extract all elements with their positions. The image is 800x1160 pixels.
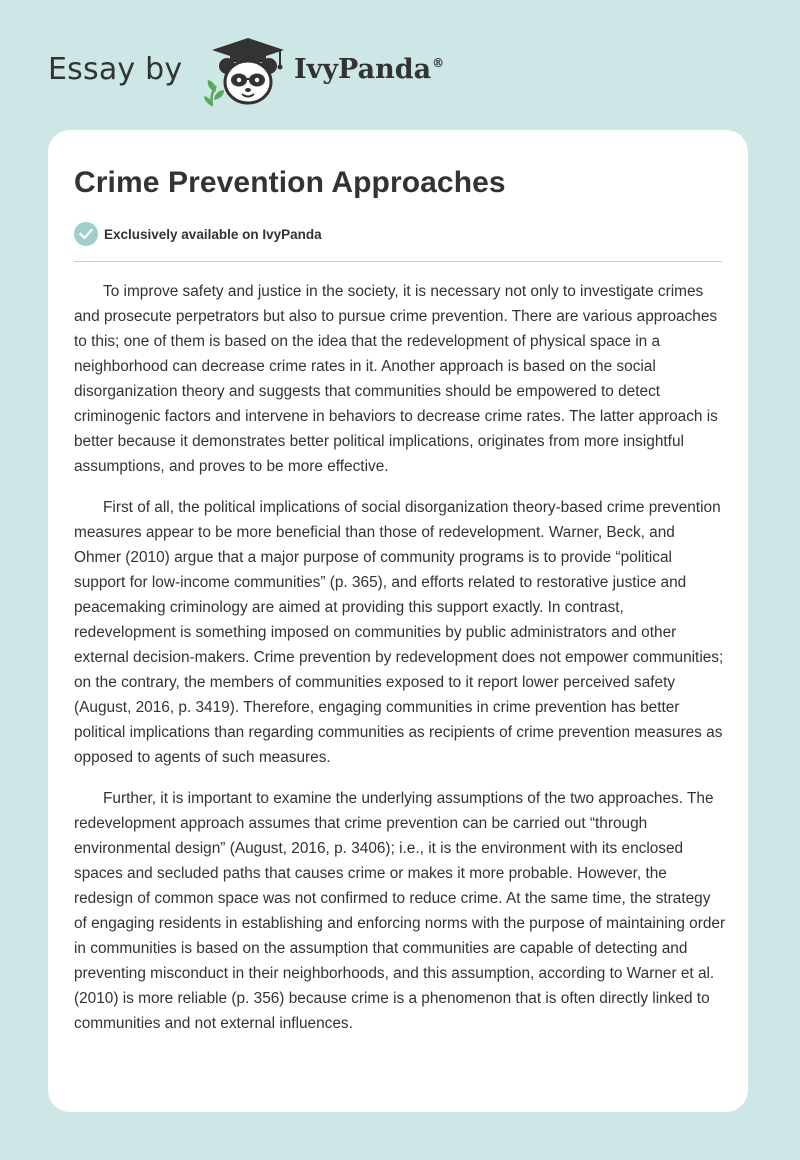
paragraph-3: Further, it is important to examine the underlying assumptions of the two approaches. The redevelopment approach assumes that crime prevention can be carried out “through environmental design” (August, 2016, p. 3406); i.e., it is the environment with its enclosed spaces and secluded paths that causes crime or makes it more probable. However, the redesign of common space was not confirmed to reduce crime. At the same time, the strategy of engaging residents in establishing and enforcing norms with the purpose of maintaining order in communities is based on the assumption that communities are capable of detecting and preventing misconduct in their neighborhoods, and this assumption, according to Warner et al. (2010) is more reliable (p. 356) because crime is a phenomenon that is often directly linked to communities and not external influences. <box>74 790 726 1032</box>
site-header <box>48 36 548 108</box>
brand-name[interactable] <box>294 54 444 85</box>
essay-body <box>74 279 726 1052</box>
check-icon <box>74 222 98 246</box>
essay-card <box>48 130 748 1112</box>
exclusive-badge <box>74 222 322 246</box>
divider <box>74 261 722 262</box>
badge-label: Exclusively available on IvyPanda <box>104 226 322 242</box>
paragraph-2: First of all, the political implications of social disorganization theory-based crime prevention measures appear to be more beneficial than those of redevelopment. Warner, Beck, and Ohmer (2010) argue that a major purpose of community programs is to provide “political support for low-income communities” (p. 365), and efforts related to restorative justice and peacemaking criminology are aimed at providing this support exactly. In contrast, redevelopment is something imposed on communities by public administrators and other external decision-makers. Crime prevention by redevelopment does not empower communities; on the contrary, the members of communities exposed to it report lower perceived safety (August, 2016, p. 3419). Therefore, engaging communities in crime prevention has better political implications than regarding communities as recipients of crime prevention measures as opposed to agents of such measures. <box>74 499 724 766</box>
brand-text: IvyPanda <box>294 54 432 85</box>
registered-mark: ® <box>432 56 445 70</box>
essay-by-label: Essay by <box>48 52 183 87</box>
paragraph-1: To improve safety and justice in the society, it is necessary not only to investigate crimes and prosecute perpetrators but also to pursue crime prevention. There are various approaches to this; one of them is based on the idea that the redevelopment of physical space in a neighborhood can decrease crime rates in it. Another approach is based on the social disorganization theory and suggests that communities should be empowered to detect criminogenic factors and intervene in behaviors to decrease crime rates. The latter approach is better because it demonstrates better political implications, originates from more insightful assumptions, and proves to be more effective. <box>74 283 718 475</box>
panda-mascot-icon[interactable] <box>202 36 292 108</box>
page-title: Crime Prevention Approaches <box>74 166 506 199</box>
